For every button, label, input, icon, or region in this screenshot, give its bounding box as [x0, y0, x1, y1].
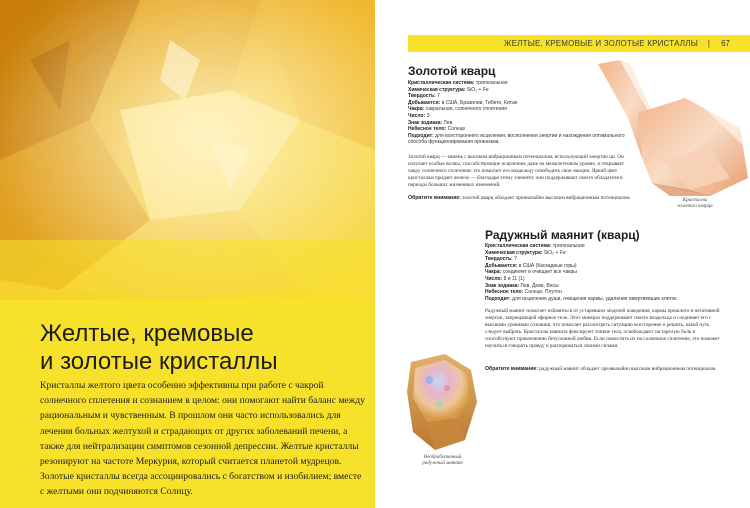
right-page [375, 0, 750, 508]
property-row: Чакра: сакральная, солнечного сплетения [408, 106, 507, 113]
rainbow-moonstone-title: Радужный маянит (кварц) [485, 228, 640, 242]
property-row: Чакра: соединяет и очищает все чакры [485, 269, 577, 276]
property-row: Подходит: для исцеления души, очищения кармы, удаления омертвевших клеток. [485, 295, 678, 302]
property-row: Подходит: для всестороннего исцеления, восполнения энергии и нахождения оптимального способа функционирования организма. [408, 132, 625, 146]
property-row: Твердость: 7 [408, 93, 440, 100]
property-row: Добывается: в США, Бразилии, Тибете, Китае [408, 99, 518, 106]
property-row: Химическая структура: SiO₂ + Fe [408, 86, 489, 93]
property-row: Знак зодиака: Лев [408, 119, 453, 126]
property-row: Знак зодиака: Лев, Дева, Весы [485, 282, 559, 289]
property-row: Число: 3 [408, 112, 430, 119]
rainbow-moonstone-photo [405, 352, 480, 452]
golden-quartz-description: Золотой кварц — камень с высоким вибрационным потенциалом, использующий энергию ци. Он излучает особые волны, способствующие исцелению даже на межклеточном уровне, и открывает чакру солнечного сплетения: это помогает его владельцу освободить свои эмоции. Яркий цвет кристаллам придает железо — благодаря этому элементу они поддерживают своего обладателя в периоды больших жизненных изменений. [408, 154, 625, 188]
property-row: Небесное тело: Солнце [408, 126, 466, 133]
rainbow-moonstone-description: Радужный маянит помогает избавиться от устаревших моделей поведения, кармы прошлого и негативной энергии, запрещающей эфирное тело. Этот минерал поддерживает своего владельца и соединяет его с высшими уровнями сознания, что помогает рассмотреть ситуацию всесторонне и решить, какой путь следует выбрать. Кристаллы маянита фиксируют тонкие тела, освобождают застарелую боль и способствуют привлечению безусловной любви. Если поместить их на солнечное сплетение, это поможет научиться говорить правду и распоряжаться своими силами. [485, 308, 720, 349]
intro-paragraph: Кристаллы желтого цвета особенно эффективны при работе с чакрой солнечного сплетения и сознанием в целом: они помогают найти баланс между рациональным и чувственным. В прошлом они часто использовались для лечения больных желтухой и страдающих от других заболеваний печени, а также для нейтрализации симптомов сезонной депрессии. Желтые кристаллы резонируют на частоте Меркурия, который считается планетой мудрецов. Золотые кристаллы всегда ассоциировались с богатством и изобилием; вместе с желтыми они подчиняются Солнцу. [40, 380, 365, 498]
page-title [40, 320, 360, 376]
rainbow-moonstone-properties [485, 243, 725, 302]
yellow-crystal-photo [0, 0, 375, 300]
header-section-title: ЖЕЛТЫЕ, КРЕМОВЫЕ И ЗОЛОТЫЕ КРИСТАЛЛЫ [504, 39, 698, 48]
property-row: Небесное тело: Солнце, Плутон [485, 289, 562, 296]
golden-quartz-title: Золотой кварц [408, 64, 496, 78]
header-separator: | [707, 39, 710, 48]
page-number: 67 [721, 39, 730, 48]
property-row: Кристаллическая система: тригональная [408, 80, 508, 86]
title-line-2: и золотые кристаллы [40, 348, 278, 375]
property-row: Химическая структура: SiO₂ + Fe [485, 249, 566, 256]
running-header [408, 35, 750, 52]
rainbow-moonstone-caption: Необработанный радужный маянит [422, 455, 463, 466]
property-row: Число: 8 и 11 (1) [485, 275, 525, 282]
rainbow-moonstone-note: Обратите внимание: радужный маянит обладает чрезвычайно высоким вибрационным потенциалом. [485, 366, 717, 372]
golden-quartz-note: Обратите внимание: золотой кварц обладает чрезвычайно высоким вибрационным потенциалом. [408, 195, 631, 201]
property-row: Твердость: 7 [485, 256, 517, 263]
golden-quartz-photo [590, 58, 750, 198]
property-row: Кристаллическая система: тригональная [485, 243, 585, 249]
property-row: Добывается: в США (Каскадные горы) [485, 262, 577, 269]
golden-quartz-caption: Кристаллы золотого кварца [677, 198, 713, 209]
title-line-1: Желтые, кремовые [40, 320, 254, 347]
